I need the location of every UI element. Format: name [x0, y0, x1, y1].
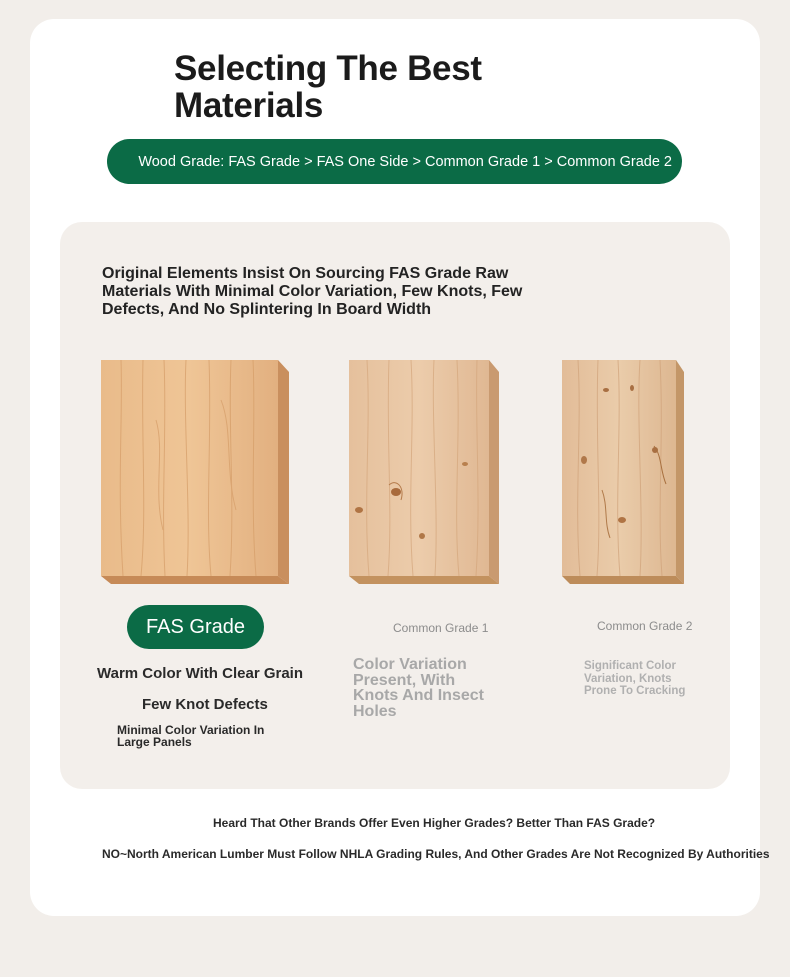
common-grade-2-wood-image: [562, 360, 686, 586]
footer-answer: NO~North American Lumber Must Follow NHLA Grading Rules, And Other Grades Are Not Recognized By Authorities: [102, 847, 770, 861]
page-title: Selecting The Best Materials: [174, 49, 482, 125]
common-grade-1-wood-image: [349, 360, 501, 586]
intro-text: Original Elements Insist On Sourcing FAS Grade Raw Materials With Minimal Color Variation, Few Knots, Few Defects, And No Splintering In Board Width: [102, 265, 523, 318]
fas-grade-badge: FAS Grade: [127, 605, 264, 649]
fas-grade-wood-sample: [101, 360, 291, 591]
footer-question: Heard That Other Brands Offer Even Higher Grades? Better Than FAS Grade?: [213, 816, 656, 830]
wood-grade-text: Wood Grade: FAS Grade > FAS One Side > Common Grade 1 > Common Grade 2: [138, 153, 672, 170]
fas-feature-2: Few Knot Defects: [142, 696, 268, 713]
common-grade-2-wood-sample: [562, 360, 686, 591]
fas-feature-1: Warm Color With Clear Grain: [97, 665, 304, 682]
fas-grade-wood-image: [101, 360, 291, 586]
common-grade-1-wood-sample: [349, 360, 501, 591]
common-grade-2-feature: Significant Color Variation, Knots Prone To Cracking: [584, 660, 686, 697]
wood-grade-banner: [107, 139, 682, 184]
common-grade-1-feature: Color Variation Present, With Knots And Insect Holes: [353, 656, 484, 720]
fas-feature-3: Minimal Color Variation In Large Panels: [117, 723, 265, 749]
common-grade-2-label: Common Grade 2: [597, 619, 693, 633]
common-grade-1-label: Common Grade 1: [393, 621, 489, 635]
